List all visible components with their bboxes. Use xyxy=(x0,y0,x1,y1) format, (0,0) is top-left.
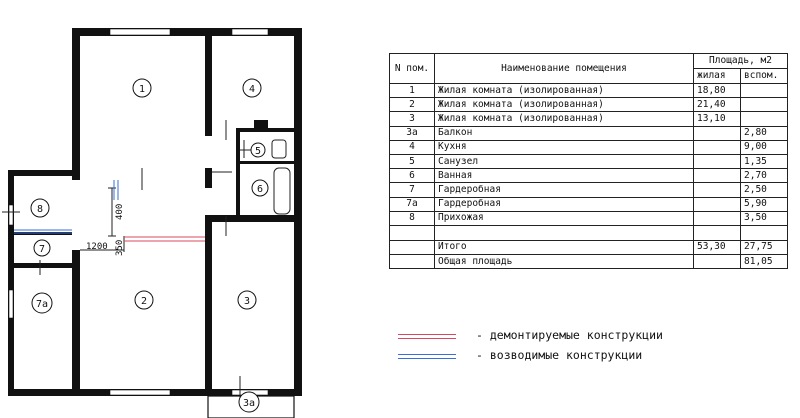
header-name: Наименование помещения xyxy=(435,54,694,84)
row-num: 7 xyxy=(390,183,435,197)
row-name: Ванная xyxy=(435,169,694,183)
row-aux: 2,50 xyxy=(741,183,788,197)
row-num: 4 xyxy=(390,140,435,154)
legend-demolish-swatch-2 xyxy=(398,338,456,339)
room-1-marker xyxy=(133,79,151,97)
dim-1200: 1200 xyxy=(86,242,108,252)
row-name: Жилая комната (изолированная) xyxy=(435,112,694,126)
dim-350: 350 xyxy=(115,239,125,256)
room-7a-marker xyxy=(32,293,52,313)
table-row xyxy=(390,169,788,183)
row-living xyxy=(694,183,741,197)
room-7-marker xyxy=(34,240,50,256)
legend-build-label: - возводимые конструкции xyxy=(476,348,643,362)
room-7-label: 7 xyxy=(38,244,46,255)
table-row xyxy=(390,154,788,168)
row-name: Гардеробная xyxy=(435,197,694,211)
row-aux: 1,35 xyxy=(741,154,788,168)
row-aux: 5,90 xyxy=(741,197,788,211)
row-num: 7а xyxy=(390,197,435,211)
table-row xyxy=(390,197,788,211)
row-name: Кухня xyxy=(435,140,694,154)
row-aux xyxy=(741,98,788,112)
row-aux: 9,00 xyxy=(741,140,788,154)
table-spacer xyxy=(390,225,788,240)
row-living: 13,10 xyxy=(694,112,741,126)
row-living: 18,80 xyxy=(694,84,741,98)
room-3a-label: 3а xyxy=(242,398,256,409)
row-living xyxy=(694,154,741,168)
row-num: 5 xyxy=(390,154,435,168)
header-living: жилая xyxy=(694,69,741,84)
room-4-marker xyxy=(243,79,261,97)
dim-400: 400 xyxy=(115,203,125,220)
row-aux: 2,70 xyxy=(741,169,788,183)
header-aux: вспом. xyxy=(741,69,788,84)
row-aux xyxy=(741,84,788,98)
table-row xyxy=(390,112,788,126)
legend-demolish-label: - демонтируемые конструкции xyxy=(476,328,663,342)
table-row xyxy=(390,84,788,98)
header-num: N пом. xyxy=(390,54,435,84)
room-8-marker xyxy=(31,199,49,217)
total-aux: 27,75 xyxy=(741,240,788,254)
door-marks xyxy=(2,120,256,400)
row-name: Жилая комната (изолированная) xyxy=(435,84,694,98)
room-5-label: 5 xyxy=(254,146,262,157)
total-living: 53,30 xyxy=(694,240,741,254)
row-name: Балкон xyxy=(435,126,694,140)
table-row xyxy=(390,126,788,140)
row-living xyxy=(694,197,741,211)
floor-plan xyxy=(0,0,380,418)
row-living xyxy=(694,126,741,140)
row-aux xyxy=(741,112,788,126)
demolished-lines xyxy=(124,237,205,241)
room-6-marker xyxy=(252,180,268,196)
table-total-row xyxy=(390,240,788,254)
overall-label: Общая площадь xyxy=(435,255,694,269)
overall-living xyxy=(694,255,741,269)
table-row xyxy=(390,183,788,197)
room-4-label: 4 xyxy=(248,84,256,95)
room-6-label: 6 xyxy=(256,184,264,195)
legend-build-swatch xyxy=(398,354,456,355)
room-1-label: 1 xyxy=(138,84,146,95)
row-name: Санузел xyxy=(435,154,694,168)
room-8-label: 8 xyxy=(36,204,44,215)
row-num: 2 xyxy=(390,98,435,112)
legend-build-swatch-2 xyxy=(398,358,456,359)
row-living xyxy=(694,140,741,154)
area-table xyxy=(389,53,788,269)
room-7a-label: 7а xyxy=(35,299,49,310)
room-2-label: 2 xyxy=(140,296,148,307)
table-row xyxy=(390,140,788,154)
room-3-marker xyxy=(238,291,256,309)
row-living xyxy=(694,169,741,183)
row-name: Гардеробная xyxy=(435,183,694,197)
row-aux: 3,50 xyxy=(741,211,788,225)
row-name: Жилая комната (изолированная) xyxy=(435,98,694,112)
row-name: Прихожая xyxy=(435,211,694,225)
legend-demolish-swatch xyxy=(398,334,456,335)
room-5-marker xyxy=(251,143,265,157)
table-overall-row xyxy=(390,255,788,269)
row-num: 8 xyxy=(390,211,435,225)
room-3a-marker xyxy=(239,392,259,412)
row-aux: 2,80 xyxy=(741,126,788,140)
row-living: 21,40 xyxy=(694,98,741,112)
room-2-marker xyxy=(135,291,153,309)
table-row xyxy=(390,98,788,112)
row-num: 3 xyxy=(390,112,435,126)
row-num: 6 xyxy=(390,169,435,183)
room-3-label: 3 xyxy=(243,296,251,307)
overall-aux: 81,05 xyxy=(741,255,788,269)
row-num: 3а xyxy=(390,126,435,140)
built-lines xyxy=(14,180,118,233)
header-area: Площадь, м2 xyxy=(694,54,788,69)
row-living xyxy=(694,211,741,225)
total-label: Итого xyxy=(435,240,694,254)
row-num: 1 xyxy=(390,84,435,98)
table-row xyxy=(390,211,788,225)
